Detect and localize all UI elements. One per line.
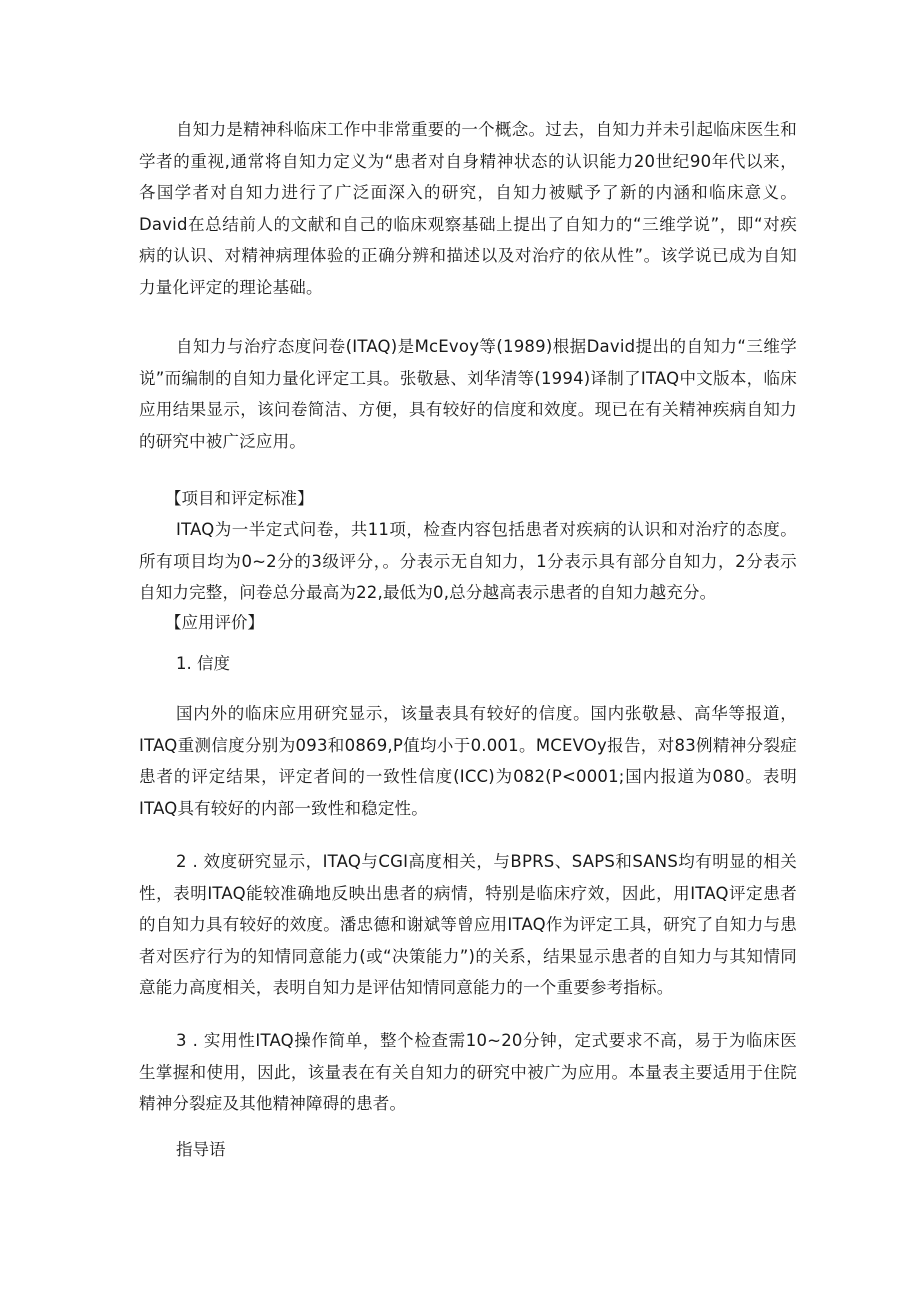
subheading-instructions: 指导语 <box>176 1140 226 1159</box>
paragraph-itaq-origin: 自知力与治疗态度问卷(ITAQ)是McEvoy等(1989)根据David提出的自知力“三维学说”而编制的自知力量化评定工具。张敬悬、刘华清等(1994)译制了ITAQ中文版本，临床应用结果显示，该问卷简洁、方便，具有较好的信度和效度。现已在有关精神疾病自知力的研究中被广泛应用。 <box>139 337 797 451</box>
subheading-reliability: 1. 信度 <box>176 654 230 673</box>
section-heading-evaluation: 【应用评价】 <box>165 613 264 632</box>
paragraph-insight-concept: 自知力是精神科临床工作中非常重要的一个概念。过去，自知力并未引起临床医生和学者的重视,通常将自知力定义为“患者对自身精神状态的认识能力20世纪90年代以来，各国学者对自知力进行了广泛面深入的研究，自知力被赋予了新的内涵和临床意义。David在总结前人的文献和自己的临床观察基础上提出了自知力的“三维学说”，即“对疾病的认识、对精神病理体验的正确分辨和描述以及对治疗的依从性”。该学说已成为自知力量化评定的理论基础。 <box>139 120 797 297</box>
paragraph-items-scoring: ITAQ为一半定式问卷，共11项，检查内容包括患者对疾病的认识和对治疗的态度。所有项目均为0~2分的3级评分，。分表示无自知力，1分表示具有部分自知力，2分表示自知力完整，问卷总分最高为22,最低为0,总分越高表示患者的自知力越充分。 <box>139 520 797 603</box>
section-heading-items: 【项目和评定标准】 <box>165 489 314 508</box>
paragraph-validity: 2 . 效度研究显示，ITAQ与CGI高度相关，与BPRS、SAPS和SANS均有明显的相关性，表明ITAQ能较准确地反映出患者的病情，特别是临床疗效，因此，用ITAQ评定患者的自知力具有较好的效度。潘忠德和谢斌等曾应用ITAQ作为评定工具，研究了自知力与患者对医疗行为的知情同意能力(或“决策能力”)的关系，结果显示患者的自知力与其知情同意能力高度相关，表明自知力是评估知情同意能力的一个重要参考指标。 <box>139 852 797 998</box>
paragraph-practicality: 3 . 实用性ITAQ操作简单，整个检查需10~20分钟，定式要求不高，易于为临床医生掌握和使用，因此，该量表在有关自知力的研究中被广为应用。本量表主要适用于住院精神分裂症及其他精神障碍的患者。 <box>139 1031 797 1114</box>
paragraph-reliability: 国内外的临床应用研究显示，该量表具有较好的信度。国内张敬悬、高华等报道，ITAQ重测信度分别为093和0869,P值均小于0.001。MCEVOy报告，对83例精神分裂症患者的评定结果，评定者间的一致性信度(ICC)为082(P<0001;国内报道为080。表明ITAQ具有较好的内部一致性和稳定性。 <box>139 704 797 818</box>
